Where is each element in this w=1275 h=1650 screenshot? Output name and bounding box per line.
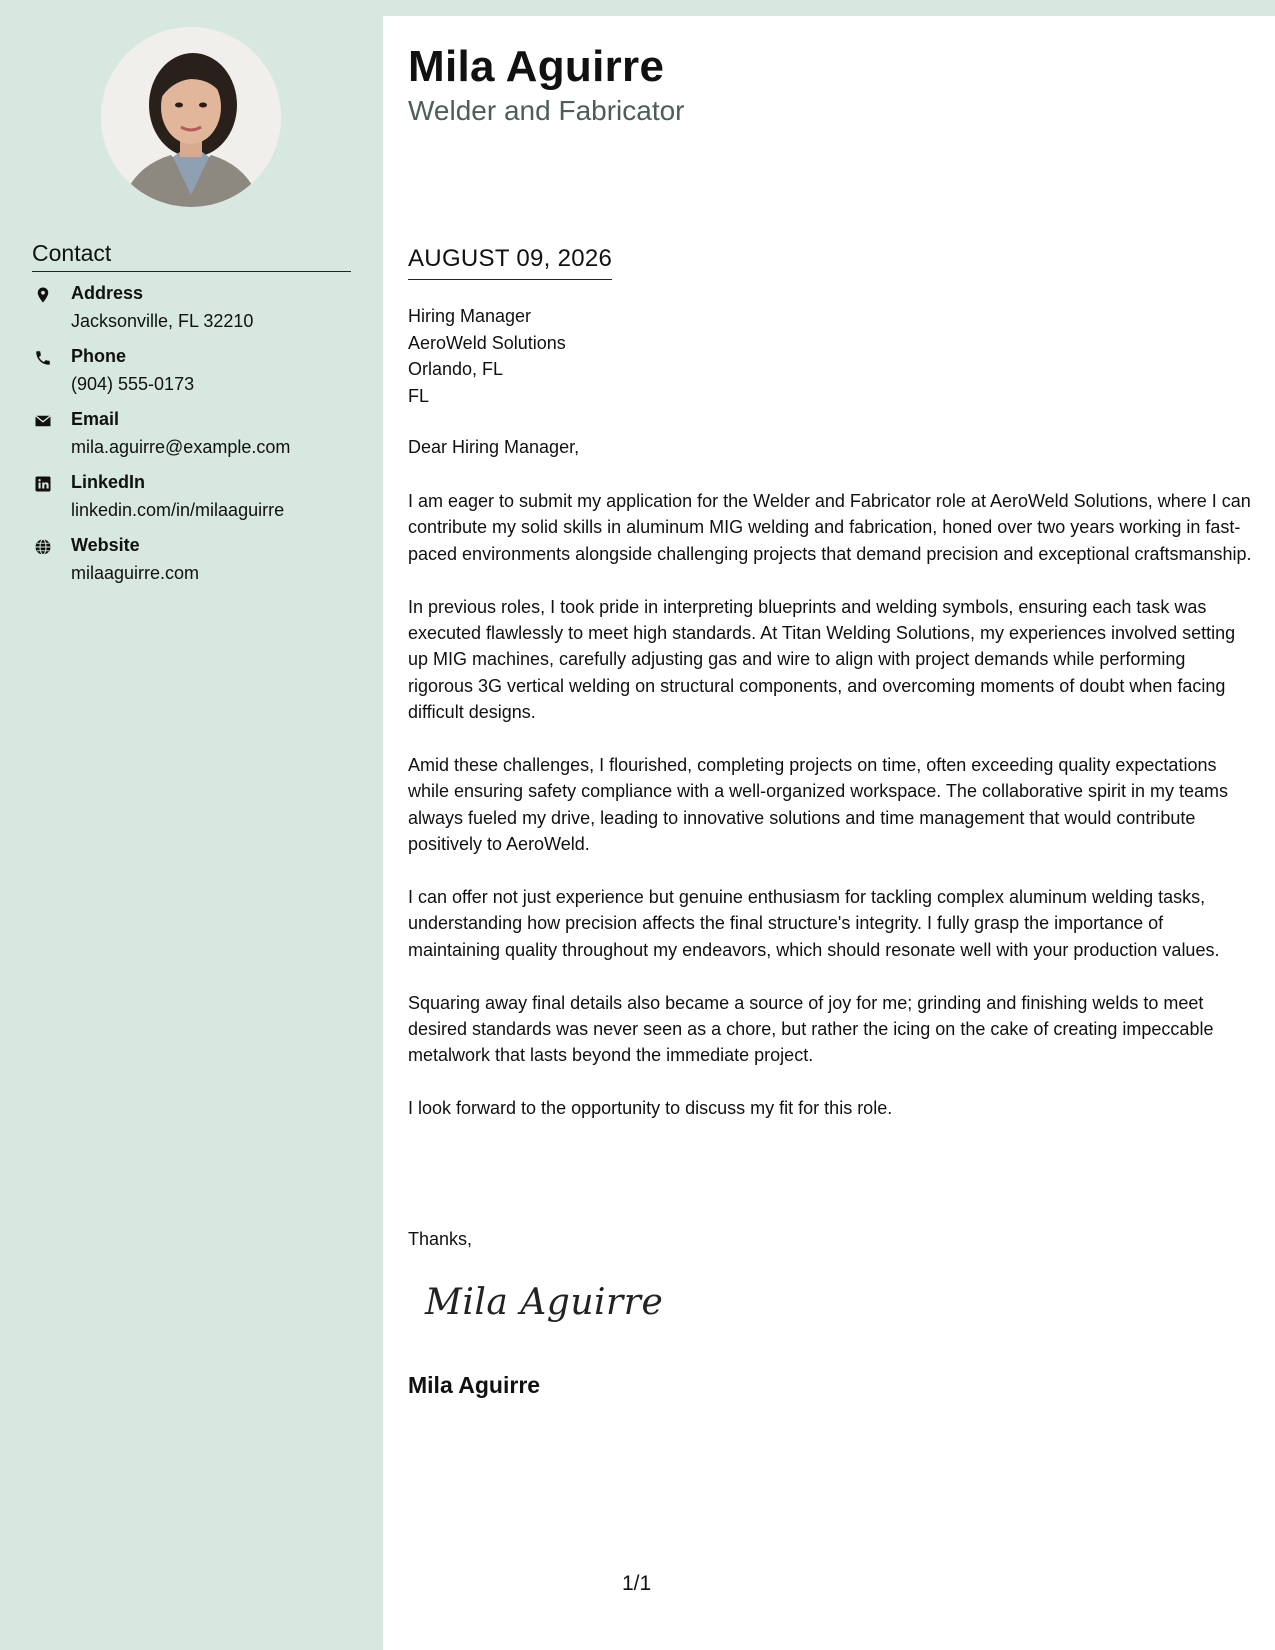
body-paragraph: I can offer not just experience but genuine enthusiasm for tackling complex aluminum welding tasks, understanding how precision affects the final structure's integrity. I fully grasp the importance of maintaining quality throughout my endeavors, which should resonate well with your production values. (408, 887, 1220, 960)
signature: Mila Aguirre (425, 1282, 664, 1323)
page-number: 1/1 (622, 1572, 652, 1595)
contact-heading: Contact (32, 240, 351, 272)
salutation: Dear Hiring Manager, (408, 437, 580, 457)
body-paragraph: In previous roles, I took pride in interpreting blueprints and welding symbols, ensuring each task was executed flawlessly to meet high standards. At Titan Welding Solutions, my experiences involved setting up MIG machines, carefully adjusting gas and wire to align with project demands while performing rigorous 3G vertical welding on structural components, and overcoming moments of doubt when facing difficult designs. (408, 596, 1236, 723)
recipient-block (408, 303, 566, 409)
phone-icon (34, 349, 52, 367)
contact-item-phone (32, 346, 362, 409)
recipient-line: Hiring Manager (408, 306, 532, 326)
body-paragraph: I am eager to submit my application for the Welder and Fabricator role at AeroWeld Solutions, where I can contribute my solid skills in aluminum MIG welding and fabrication, honed over two years working in fast-paced environments alongside challenging projects that demand precision and exceptional craftsmanship. (408, 491, 1252, 564)
linkedin-icon (34, 475, 52, 493)
recipient-line: FL (408, 385, 430, 406)
recipient-line: AeroWeld Solutions (408, 332, 566, 353)
globe-icon (34, 538, 52, 556)
contact-item-email (32, 409, 362, 472)
contact-value: (904) 555-0173 (71, 374, 195, 394)
profile-photo (101, 27, 281, 207)
letter-body (408, 488, 1253, 1148)
contact-item-website (32, 535, 362, 598)
contact-value: linkedin.com/in/milaaguirre (71, 500, 285, 520)
body-paragraph: Amid these challenges, I flourished, completing projects on time, often exceeding quality expectations while ensuring safety compliance with a well-organized workspace. The collaborative spirit in my teams always fueled my drive, leading to innovative solutions and time management that would contribute positively to AeroWeld. (408, 755, 1229, 855)
map-pin-icon (34, 286, 52, 304)
contact-label: Address (71, 283, 144, 303)
contact-label: LinkedIn (71, 472, 146, 492)
letter-date: AUGUST 09, 2026 (408, 245, 612, 280)
signed-name: Mila Aguirre (408, 1372, 541, 1398)
contact-list (32, 283, 362, 598)
contact-label: Email (71, 409, 120, 429)
contact-value: mila.aguirre@example.com (71, 437, 291, 457)
job-title: Welder and Fabricator (408, 95, 685, 126)
contact-item-linkedin (32, 472, 362, 535)
body-paragraph: Squaring away final details also became a source of joy for me; grinding and finishing welds to meet desired standards was never seen as a chore, but rather the icing on the cake of creating impeccable metalwork that lasts beyond the immediate project. (408, 992, 1214, 1066)
contact-item-address (32, 283, 362, 346)
contact-label: Website (71, 535, 140, 555)
recipient-line: Orlando, FL (408, 359, 504, 379)
envelope-icon (34, 412, 52, 430)
contact-value: milaaguirre.com (71, 563, 200, 583)
closing: Thanks, (408, 1229, 473, 1249)
applicant-name: Mila Aguirre (408, 42, 665, 91)
contact-label: Phone (71, 346, 127, 366)
body-paragraph: I look forward to the opportunity to discuss my fit for this role. (408, 1098, 893, 1119)
contact-value: Jacksonville, FL 32210 (71, 311, 254, 331)
